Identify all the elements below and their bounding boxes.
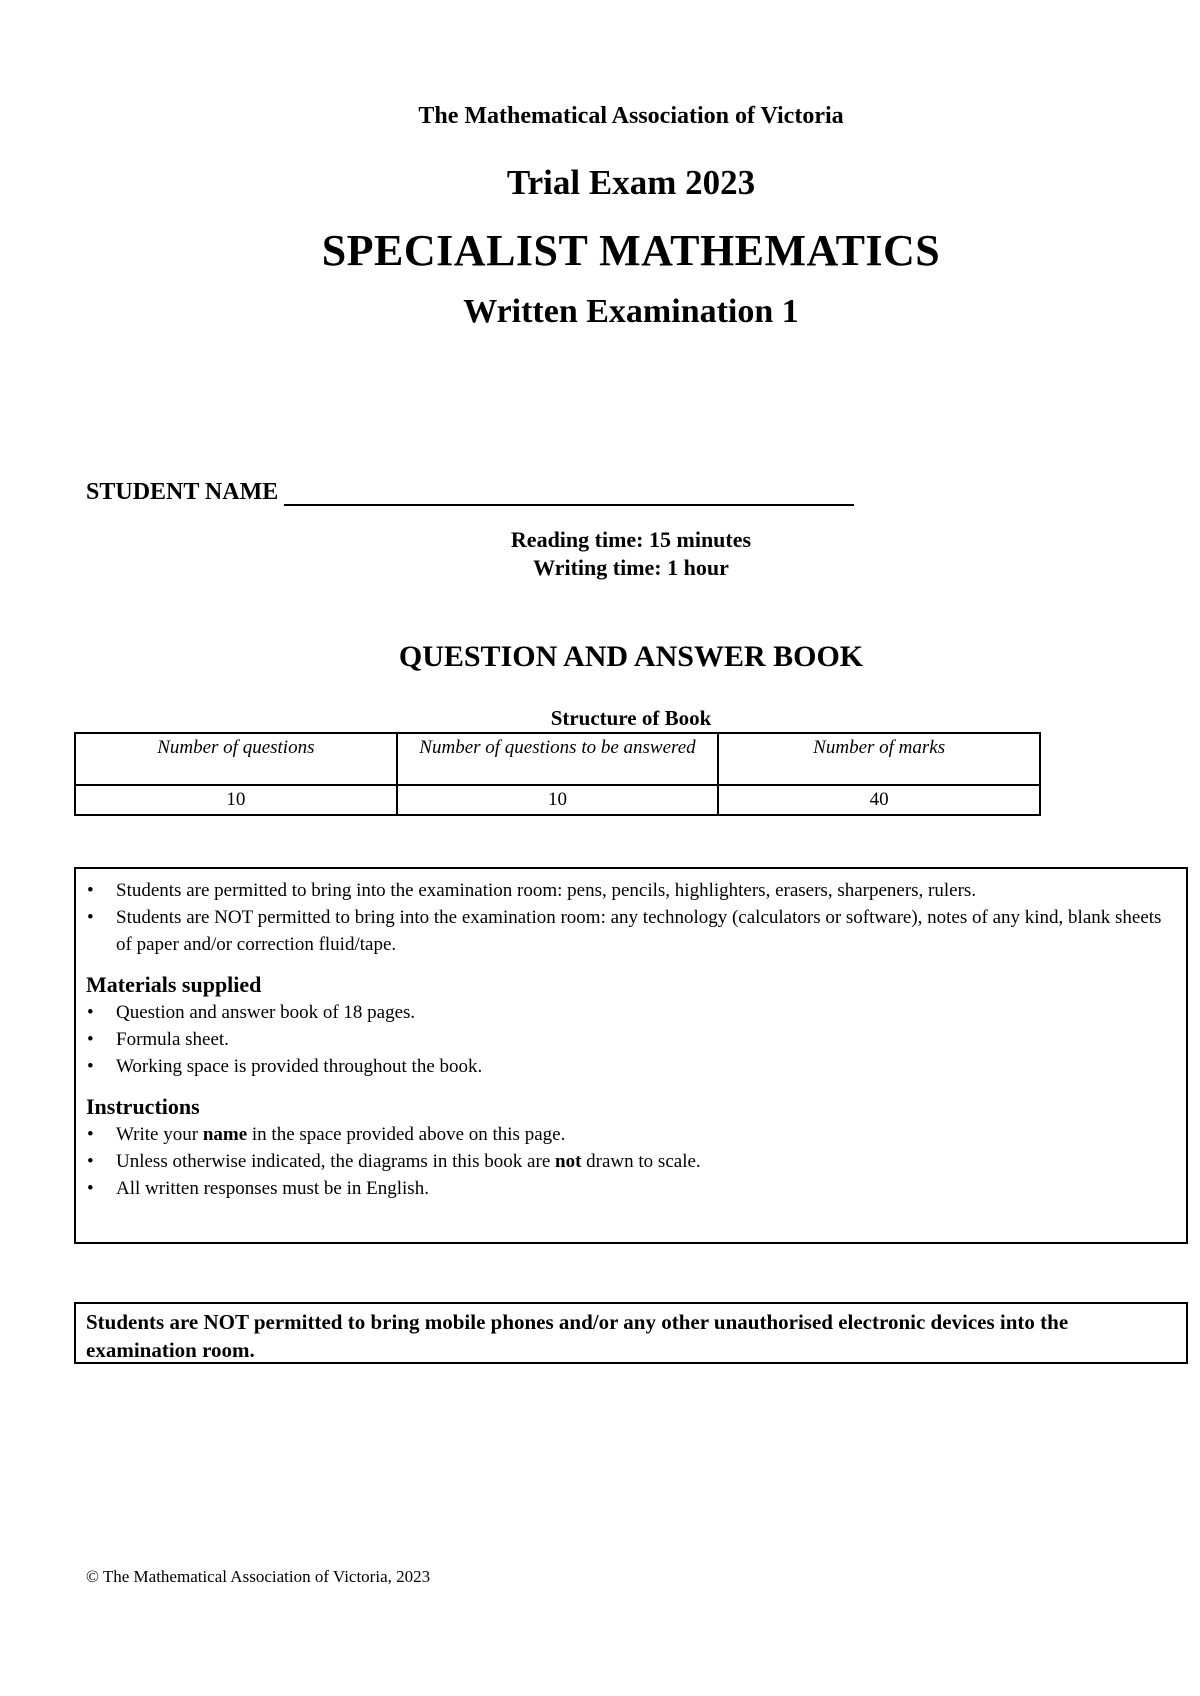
warning-box: Students are NOT permitted to bring mobile phones and/or any other unauthorised electronic devices into the examination room. [74,1302,1188,1364]
permitted-items-list [86,877,1176,958]
list-item: • Students are NOT permitted to bring into the examination room: any technology (calculators or software), notes of any kind, blank sheets of paper and/or correction fluid/tape. [86,904,1176,958]
value-number-of-marks: 40 [718,785,1040,815]
copyright-notice: © The Mathematical Association of Victoria, 2023 [86,1567,431,1586]
instructions-heading: Instructions [86,1094,200,1119]
instruction-text: Write your [116,1124,203,1145]
list-item [86,1121,1176,1148]
instruction-text: drawn to scale. [581,1151,701,1172]
structure-header-row [75,733,1040,785]
list-item [86,1175,1176,1202]
value-questions-to-answer: 10 [397,785,719,815]
header-number-of-marks: Number of marks [718,733,1040,785]
structure-title: Structure of Book [550,706,712,730]
header-number-of-questions: Number of questions [75,733,397,785]
student-name-label: STUDENT NAME [86,479,279,505]
materials-heading: Materials supplied [86,972,262,997]
student-name-row [86,478,854,506]
subject-title: SPECIALIST MATHEMATICS [321,226,941,275]
list-item: • Working space is provided throughout the book. [86,1053,1176,1080]
instruction-emphasis: not [555,1151,582,1172]
structure-table [74,732,1041,816]
list-item: • Formula sheet. [86,1026,1176,1053]
instruction-emphasis: name [202,1124,248,1145]
instruction-text: Unless otherwise indicated, the diagrams in this book are [116,1151,556,1172]
organization-title: The Mathematical Association of Victoria [418,103,844,129]
writing-time: Writing time: 1 hour [533,555,729,580]
rules-box [74,867,1188,1244]
list-item [86,1148,1176,1175]
value-number-of-questions: 10 [75,785,397,815]
list-item: • Question and answer book of 18 pages. [86,999,1176,1026]
exam-title: Written Examination 1 [463,293,799,330]
structure-value-row [75,785,1040,815]
list-item: • Students are permitted to bring into the examination room: pens, pencils, highlighters, erasers, sharpeners, rulers. [86,877,1176,904]
reading-time: Reading time: 15 minutes [510,527,752,552]
book-title: QUESTION AND ANSWER BOOK [398,640,864,673]
instruction-text: All written responses must be in English. [116,1178,429,1199]
header-questions-to-answer: Number of questions to be answered [397,733,719,785]
instructions-list [86,1121,1176,1202]
instruction-text: in the space provided above on this page. [247,1124,566,1145]
materials-list [86,999,1176,1080]
student-name-field[interactable] [284,478,854,506]
trial-exam-title: Trial Exam 2023 [506,163,756,202]
